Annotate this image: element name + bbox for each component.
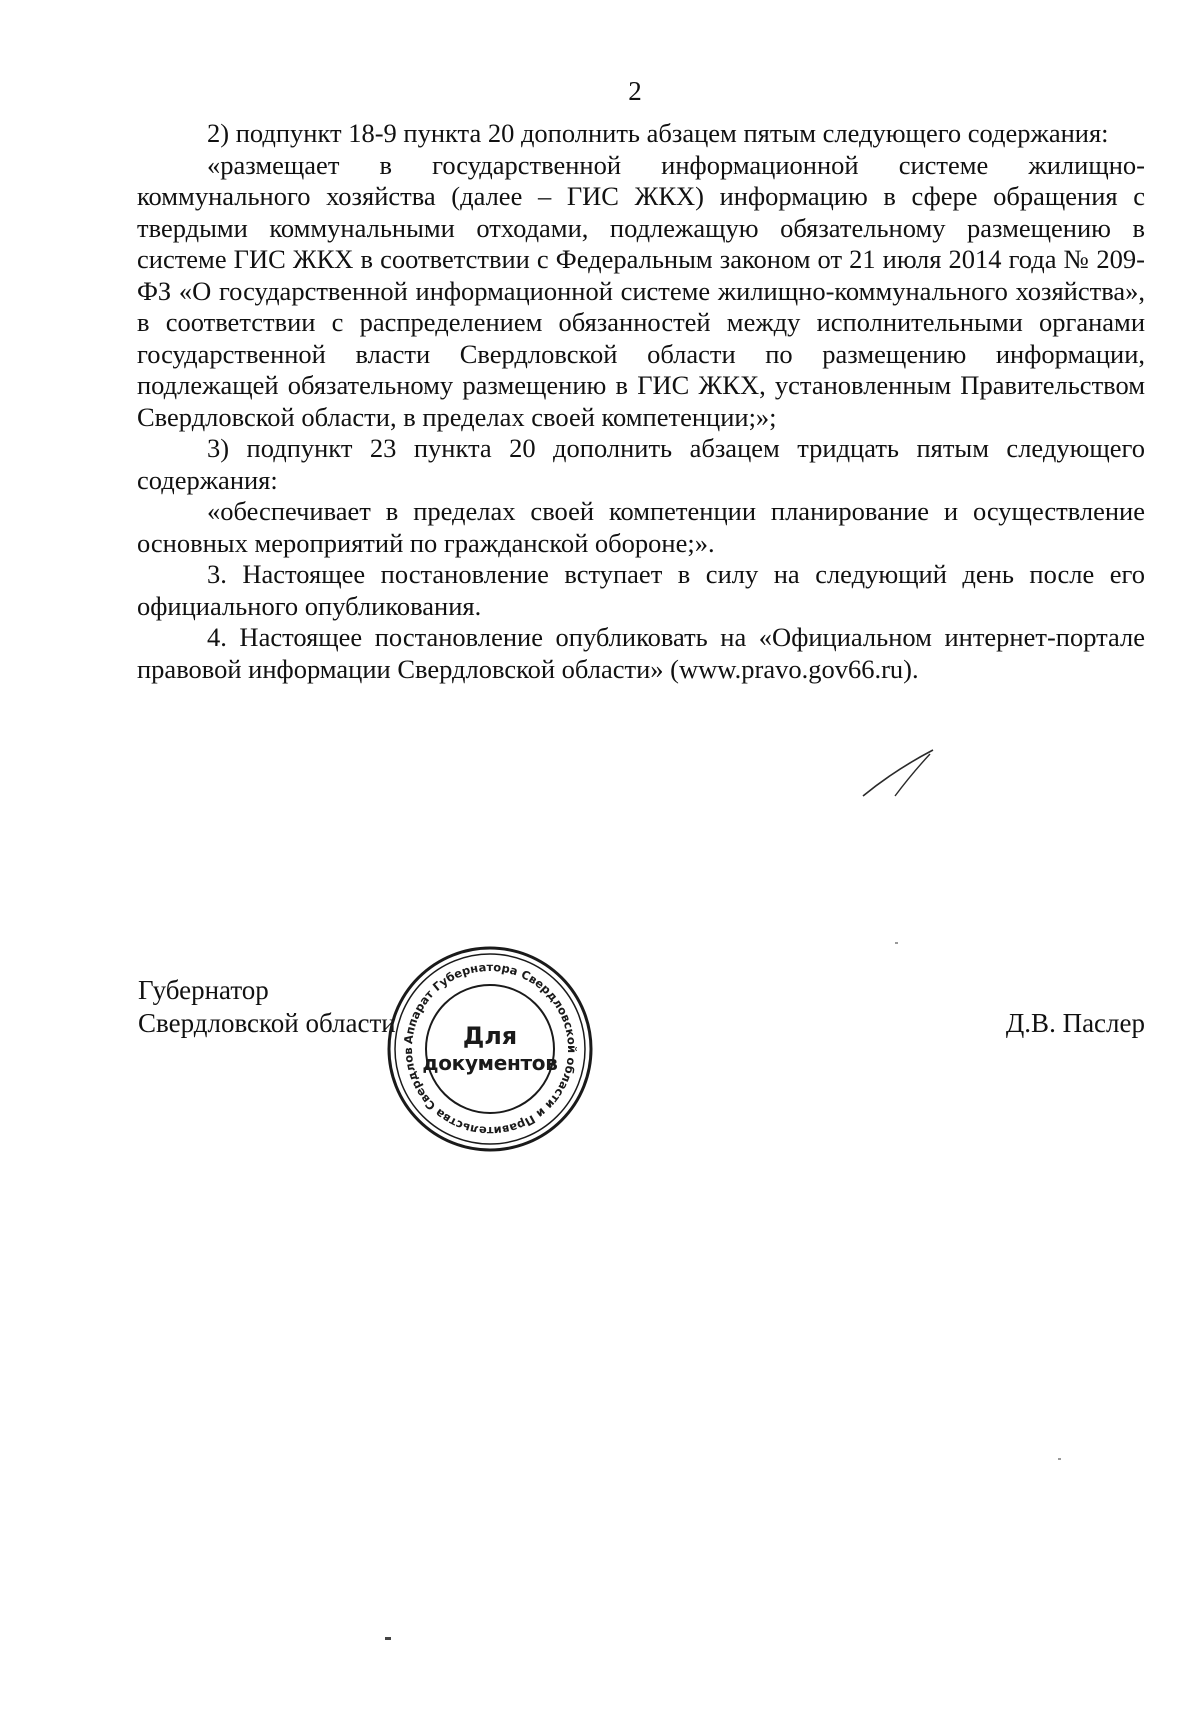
svg-text:Аппарат Губернатора Свердловск	[385, 944, 579, 1138]
stamp-icon	[385, 944, 595, 1154]
scan-speck	[895, 942, 898, 944]
stamp-ring-text: Аппарат Губернатора Свердловской области и Правительства Свердлов	[400, 959, 580, 1139]
document-body	[137, 118, 1145, 685]
paragraph-clause-4: 4. Настоящее постановление опубликовать на «Официальном интернет-портале правовой информации Свердловской области» (www.pravo.gov66.ru).	[137, 622, 1145, 684]
signatory-name: Д.В. Паслер	[1005, 1008, 1145, 1038]
stamp-center-line2: документов	[422, 1051, 558, 1075]
scan-speck	[1058, 1458, 1061, 1460]
signatory-position-line1: Губернатор	[138, 975, 269, 1005]
scan-speck	[385, 1637, 391, 1640]
paragraph-item-2: 2) подпункт 18-9 пункта 20 дополнить абзацем пятым следующего содержания:	[207, 118, 1109, 148]
handwritten-signature-mark	[855, 748, 955, 800]
stamp-center-line1: Для	[462, 1022, 518, 1050]
signatory-position-line2: Свердловской области	[138, 1008, 396, 1038]
official-stamp	[385, 944, 595, 1154]
signatory-position	[138, 974, 396, 1040]
paragraph-gis-zhkh-text: «размещает в государственной информационной системе жилищно-коммунального хозяйства (далее – ГИС ЖКХ) информацию в сфере обращения с твердыми коммунальными отходами, подлежащую обязательному размещению в системе ГИС ЖКХ в соответствии с Федеральным законом от 21 июля 2014 года № 209-ФЗ «О государственной информационной системе жилищно-коммунального хозяйства», в соответствии с распределением обязанностей между исполнительными органами государственной власти Свердловской области по размещению информации, подлежащей обязательному размещению в ГИС ЖКХ, установленным Правительством Свердловской области, в пределах своей компетенции;»;	[137, 149, 1145, 432]
paragraph-clause-3: 3. Настоящее постановление вступает в силу на следующий день после его официального опубликования.	[137, 559, 1145, 621]
paragraph-item-3: 3) подпункт 23 пункта 20 дополнить абзацем тридцать пятым следующего содержания:	[137, 433, 1145, 495]
paragraph-civil-defense-text: «обеспечивает в пределах своей компетенции планирование и осуществление основных мероприятий по гражданской обороне;».	[137, 496, 1145, 558]
page-number: 2	[628, 76, 642, 106]
